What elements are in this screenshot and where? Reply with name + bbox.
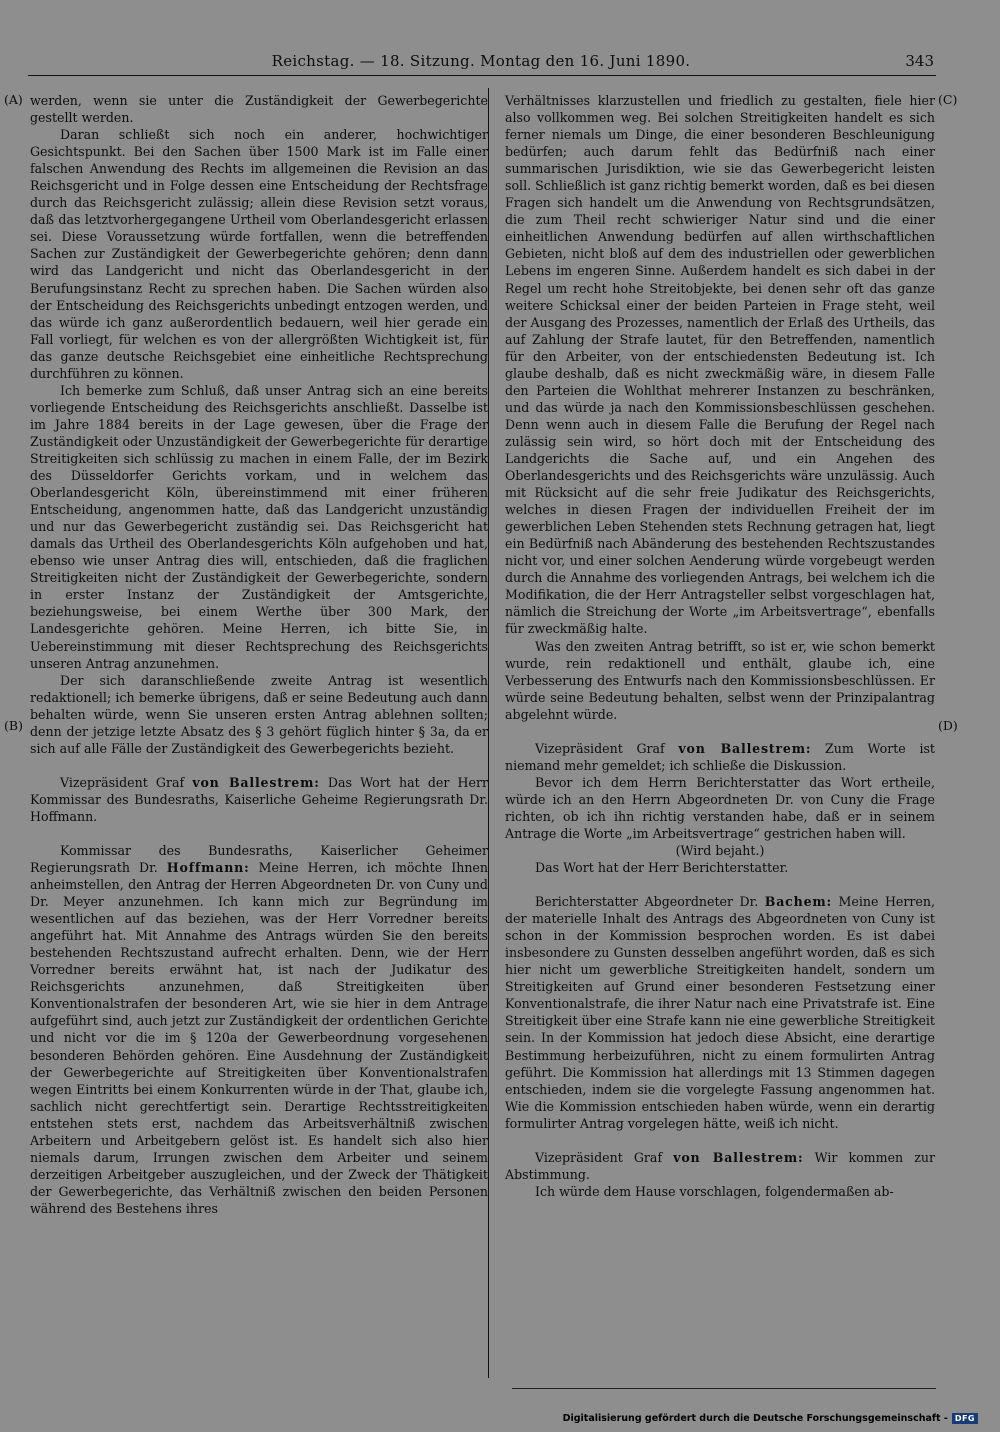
- speaker-name: von Ballestrem:: [678, 740, 812, 756]
- speaker-text: Zum Worte ist niemand mehr gemeldet; ich schließe die Diskussion.: [505, 740, 935, 773]
- speaker-paragraph: [505, 893, 935, 1132]
- paragraph: Das Wort hat der Herr Berichterstatter.: [535, 860, 789, 876]
- header-title: Reichstag. — 18. Sitzung. Montag den 16. Juni 1890.: [271, 52, 691, 70]
- margin-mark-b: (B): [4, 718, 23, 733]
- speaker-name: Hoffmann:: [166, 860, 250, 876]
- speaker-name: Bachem:: [764, 894, 832, 910]
- page-header: [28, 50, 934, 74]
- speaker-text: Das Wort hat der Herr Kommissar des Bundesraths, Kaiserliche Geheime Regierungsrath Dr. Hoffmann.: [30, 774, 489, 824]
- paragraph: werden, wenn sie unter die Zuständigkeit der Gewerbegerichte gestellt werden.: [30, 93, 488, 126]
- dfg-logo-icon: DFG: [952, 1413, 978, 1424]
- paragraph: Verhältnisses klarzustellen und friedlich zu gestalten, fiele hier also vollkommen weg. Bei solchen Streitigkeiten handelt es sich ferner niemals um Dinge, die einer besonderen Beschleunigung bedürfen; auch darum fehlt das Bedürfniß nach einer summarischen Jurisdiktion, wie sie das Gewerbegericht leisten soll. Schließlich ist ganz richtig bemerkt worden, daß es bei diesen Fragen sich handelt um die Anwendung von Rechtsgrundsätzen, die zum Theil recht schwieriger Natur sind und die einer einheitlichen Anwendung bedürfen auf allen wirthschaftlichen Gebieten, nicht bloß auf dem des industriellen oder gewerblichen Lebens im engeren Sinne. Außerdem handelt es sich dabei in der Regel um recht hohe Streitobjekte, bei denen sehr oft das ganze weitere Schicksal einer der beiden Parteien in Frage steht, weil der Ausgang des Prozesses, namentlich der Erlaß des Urtheils, das auf Zahlung der Strafe lautet, für den Betreffenden, namentlich für den Arbeiter, von der entschiedensten Bedeutung ist. Ich glaube deshalb, daß es nicht zweckmäßig wäre, in diesem Falle den Parteien die Wohlthat mehrerer Instanzen zu beschränken, und das würde ja nach den Kommissionsbeschlüssen geschehen. Denn wenn auch in diesem Falle die Berufung der Regel nach zulässig sein wird, so hört doch mit der Entscheidung des Landgerichts die Sache auf, und ein Angehen des Oberlandesgerichts und des Reichsgerichts wäre unzulässig. Auch mit Rücksicht auf die sehr freie Judikatur des Reichsgerichts, welches in diesen Fragen der individuellen Freiheit der im gewerblichen Leben Stehenden stets Rechnung getragen hat, liegt ein Bedürfniß nach Abänderung des bestehenden Rechtszustandes nicht vor, und einer solchen Aenderung würde vorgebeugt werden durch die Annahme des vorliegenden Antrags, bei welchem ich die Modifikation, die der Herr Antragsteller selbst vorgeschlagen hat, nämlich die Streichung der Worte „im Arbeitsvertrage“, ebenfalls für zweckmäßig halte.: [505, 93, 935, 637]
- paragraph: Bevor ich dem Herrn Berichterstatter das Wort ertheile, würde ich an den Herrn Abgeordneten Dr. von Cuny die Frage richten, ob ich ihn richtig verstanden habe, daß er in seinem Antrage die Worte „im Arbeitsvertrage“ gestrichen haben will.: [505, 774, 935, 841]
- speaker-name: von Ballestrem:: [192, 774, 320, 790]
- affirmation-note: (Wird bejaht.): [675, 843, 765, 859]
- speaker-text: Wir kommen zur Abstimmung.: [505, 1149, 935, 1182]
- digitization-footer: [563, 1413, 978, 1424]
- paragraph: Der sich daranschließende zweite Antrag ist wesentlich redaktionell; ich bemerke übrigens, daß er seine Bedeutung auch dann behalten würde, wenn Sie unseren ersten Antrag ablehnen sollten; denn der jetzige letzte Absatz des § 3 gehört füglich hinter § 3a, da er sich auf alle Fälle der Zuständigkeit des Gewerbegerichts bezieht.: [30, 672, 488, 756]
- header-rule: [28, 75, 936, 76]
- speaker-prefix: Kommissar des Bundesraths, Kaiserlicher Geheimer Regierungsrath Dr.: [30, 842, 488, 876]
- speaker-prefix: Vizepräsident Graf: [535, 740, 679, 756]
- paragraph: Daran schließt sich noch ein anderer, hochwichtiger Gesichtspunkt. Bei den Sachen über 1500 Mark ist im Falle einer falschen Anwendung des Rechts im allgemeinen die Revision an das Reichsgericht und in Folge dessen eine Entscheidung der Rechtsfrage durch das Reichsgericht zulässig; allein diese Revision setzt voraus, daß das letztvorhergegangene Urtheil vom Oberlandesgericht erlassen sei. Diese Voraussetzung würde fortfallen, wenn die betreffenden Sachen zur Zuständigkeit der Gewerbegerichte gehören; denn dann wird das Landgericht und nicht das Oberlandesgericht in der Berufungsinstanz Recht zu sprechen haben. Die Sachen würden also der Entscheidung des Reichsgerichts unbedingt entzogen werden, und das würde ich ganz außerordentlich bedauern, weil hier gerade ein Fall vorliegt, für welchen es von der allergrößten Wichtigkeit ist, für das ganze deutsche Reichsgebiet eine einheitliche Rechtsprechung durchführen zu können.: [30, 127, 488, 381]
- margin-mark-a: (A): [4, 92, 23, 107]
- speaker-paragraph: [505, 1149, 935, 1183]
- speaker-prefix: Vizepräsident Graf: [535, 1149, 674, 1165]
- paragraph: Was den zweiten Antrag betrifft, so ist er, wie schon bemerkt wurde, rein redaktionell und enthält, glaube ich, eine Verbesserung des Entwurfs nach den Kommissionsbeschlüssen. Er würde seine Bedeutung behalten, selbst wenn der Prinzipalantrag abgelehnt würde.: [505, 638, 935, 722]
- paragraph: Ich bemerke zum Schluß, daß unser Antrag sich an eine bereits vorliegende Entscheidung des Reichsgerichts anschließt. Dasselbe ist im Jahre 1884 bereits in der Lage gewesen, über die Frage der Zuständigkeit oder Unzuständigkeit der Gewerbegerichte für derartige Streitigkeiten sich schlüssig zu machen in einem Falle, der im Bezirk des Düsseldorfer Gerichts vorkam, und in welchem das Oberlandesgericht Köln, übereinstimmend mit einer früheren Entscheidung, angenommen hatte, daß das Landgericht unzuständig und nur das Gewerbegericht zuständig sei. Das Reichsgericht hat damals das Urtheil des Oberlandesgerichts Köln aufgehoben und hat, ebenso wie unser Antrag dies will, entschieden, daß die fraglichen Streitigkeiten nicht der Zuständigkeit der Gewerbegerichte, sondern in erster Instanz der Zuständigkeit der Amtsgerichte, beziehungsweise, bei einem Werthe über 300 Mark, der Landesgerichte gehören. Meine Herren, ich bitte Sie, in Uebereinstimmung mit dieser Rechtsprechung des Reichsgerichts unseren Antrag anzunehmen.: [30, 382, 488, 671]
- paragraph: Ich würde dem Hause vorschlagen, folgendermaßen ab-: [535, 1183, 894, 1199]
- page-number: 343: [905, 52, 934, 70]
- speaker-prefix: Vizepräsident Graf: [60, 774, 193, 790]
- speaker-text: Meine Herren, der materielle Inhalt des Antrags des Abgeordneten von Cuny ist schon in der Kommission besprochen worden. Es ist dabei insbesondere zu Gunsten desselben angeführt worden, daß es sich hier nicht um gewerbliche Streitigkeiten handelt, sondern um Streitigkeiten auf Grund einer besonderen Festsetzung einer Konventionalstrafe, die ihrer Natur nach eine Privatstrafe ist. Eine Streitigkeit über eine Strafe kann nie eine gewerbliche Streitigkeit sein. In der Kommission hat jedoch diese Absicht, eine derartige Bestimmung herbeizuführen, nicht zu einem formulirten Antrag geführt. Die Kommission hat allerdings mit 13 Stimmen dagegen entschieden, indem sie die vorgelegte Fassung angenommen hat. Wie die Kommission entschieden haben würde, wenn ein derartig formulirter Antrag vorgelegen hätte, weiß ich nicht.: [505, 894, 935, 1131]
- margin-mark-c: (C): [938, 92, 958, 107]
- footer-rule: [512, 1388, 936, 1389]
- footer-text: Digitalisierung gefördert durch die Deutsche Forschungsgemeinschaft -: [562, 1413, 948, 1424]
- speaker-name: von Ballestrem:: [673, 1149, 804, 1165]
- right-column: [505, 92, 935, 1200]
- left-column: [30, 92, 488, 1217]
- speaker-paragraph: [30, 842, 488, 1217]
- speaker-text: Meine Herren, ich möchte Ihnen anheimstellen, den Antrag der Herren Abgeordneten Dr. von Cuny und Dr. Meyer anzunehmen. Ich kann mich zur Begründung im wesentlichen auf das beziehen, was der Herr Vorredner bereits angeführt hat. Mit Annahme des Antrags würden Sie den bereits bestehenden Rechtszustand aufrecht erhalten. Denn, wie der Herr Vorredner bereits erwähnt hat, ist nach der Judikatur des Reichsgerichts anzunehmen, daß Streitigkeiten über Konventionalstrafen der besonderen Art, wie sie hier in dem Antrage aufgeführt sind, auch jetzt zur Zuständigkeit der ordentlichen Gerichte und nicht vor die im § 120a der Gewerbeordnung vorgesehenen besonderen Behörden gehören. Eine Ausdehnung der Zuständigkeit der Gewerbegerichte auf Streitigkeiten über Konventionalstrafen wegen Eintritts bei einem Konkurrenten würde in der That, glaube ich, sachlich nicht gerechtfertigt sein. Derartige Rechtsstreitigkeiten entstehen stets erst, nachdem das Arbeitsverhältniß zwischen Arbeitern und Arbeitgebern gelöst ist. Es handelt sich also hier niemals darum, Irrungen zwischen dem Arbeiter und seinem derzeitigen Arbeitgeber auszugleichen, und der Zweck der Thätigkeit der Gewerbegerichte, das Verhältniß zwischen den beiden Personen während des Bestehens ihres: [30, 860, 488, 1216]
- margin-mark-d: (D): [938, 718, 958, 733]
- column-divider: [488, 88, 489, 1378]
- speaker-paragraph: [30, 774, 488, 825]
- speaker-paragraph: [505, 740, 935, 774]
- speaker-prefix: Berichterstatter Abgeordneter Dr.: [535, 894, 765, 910]
